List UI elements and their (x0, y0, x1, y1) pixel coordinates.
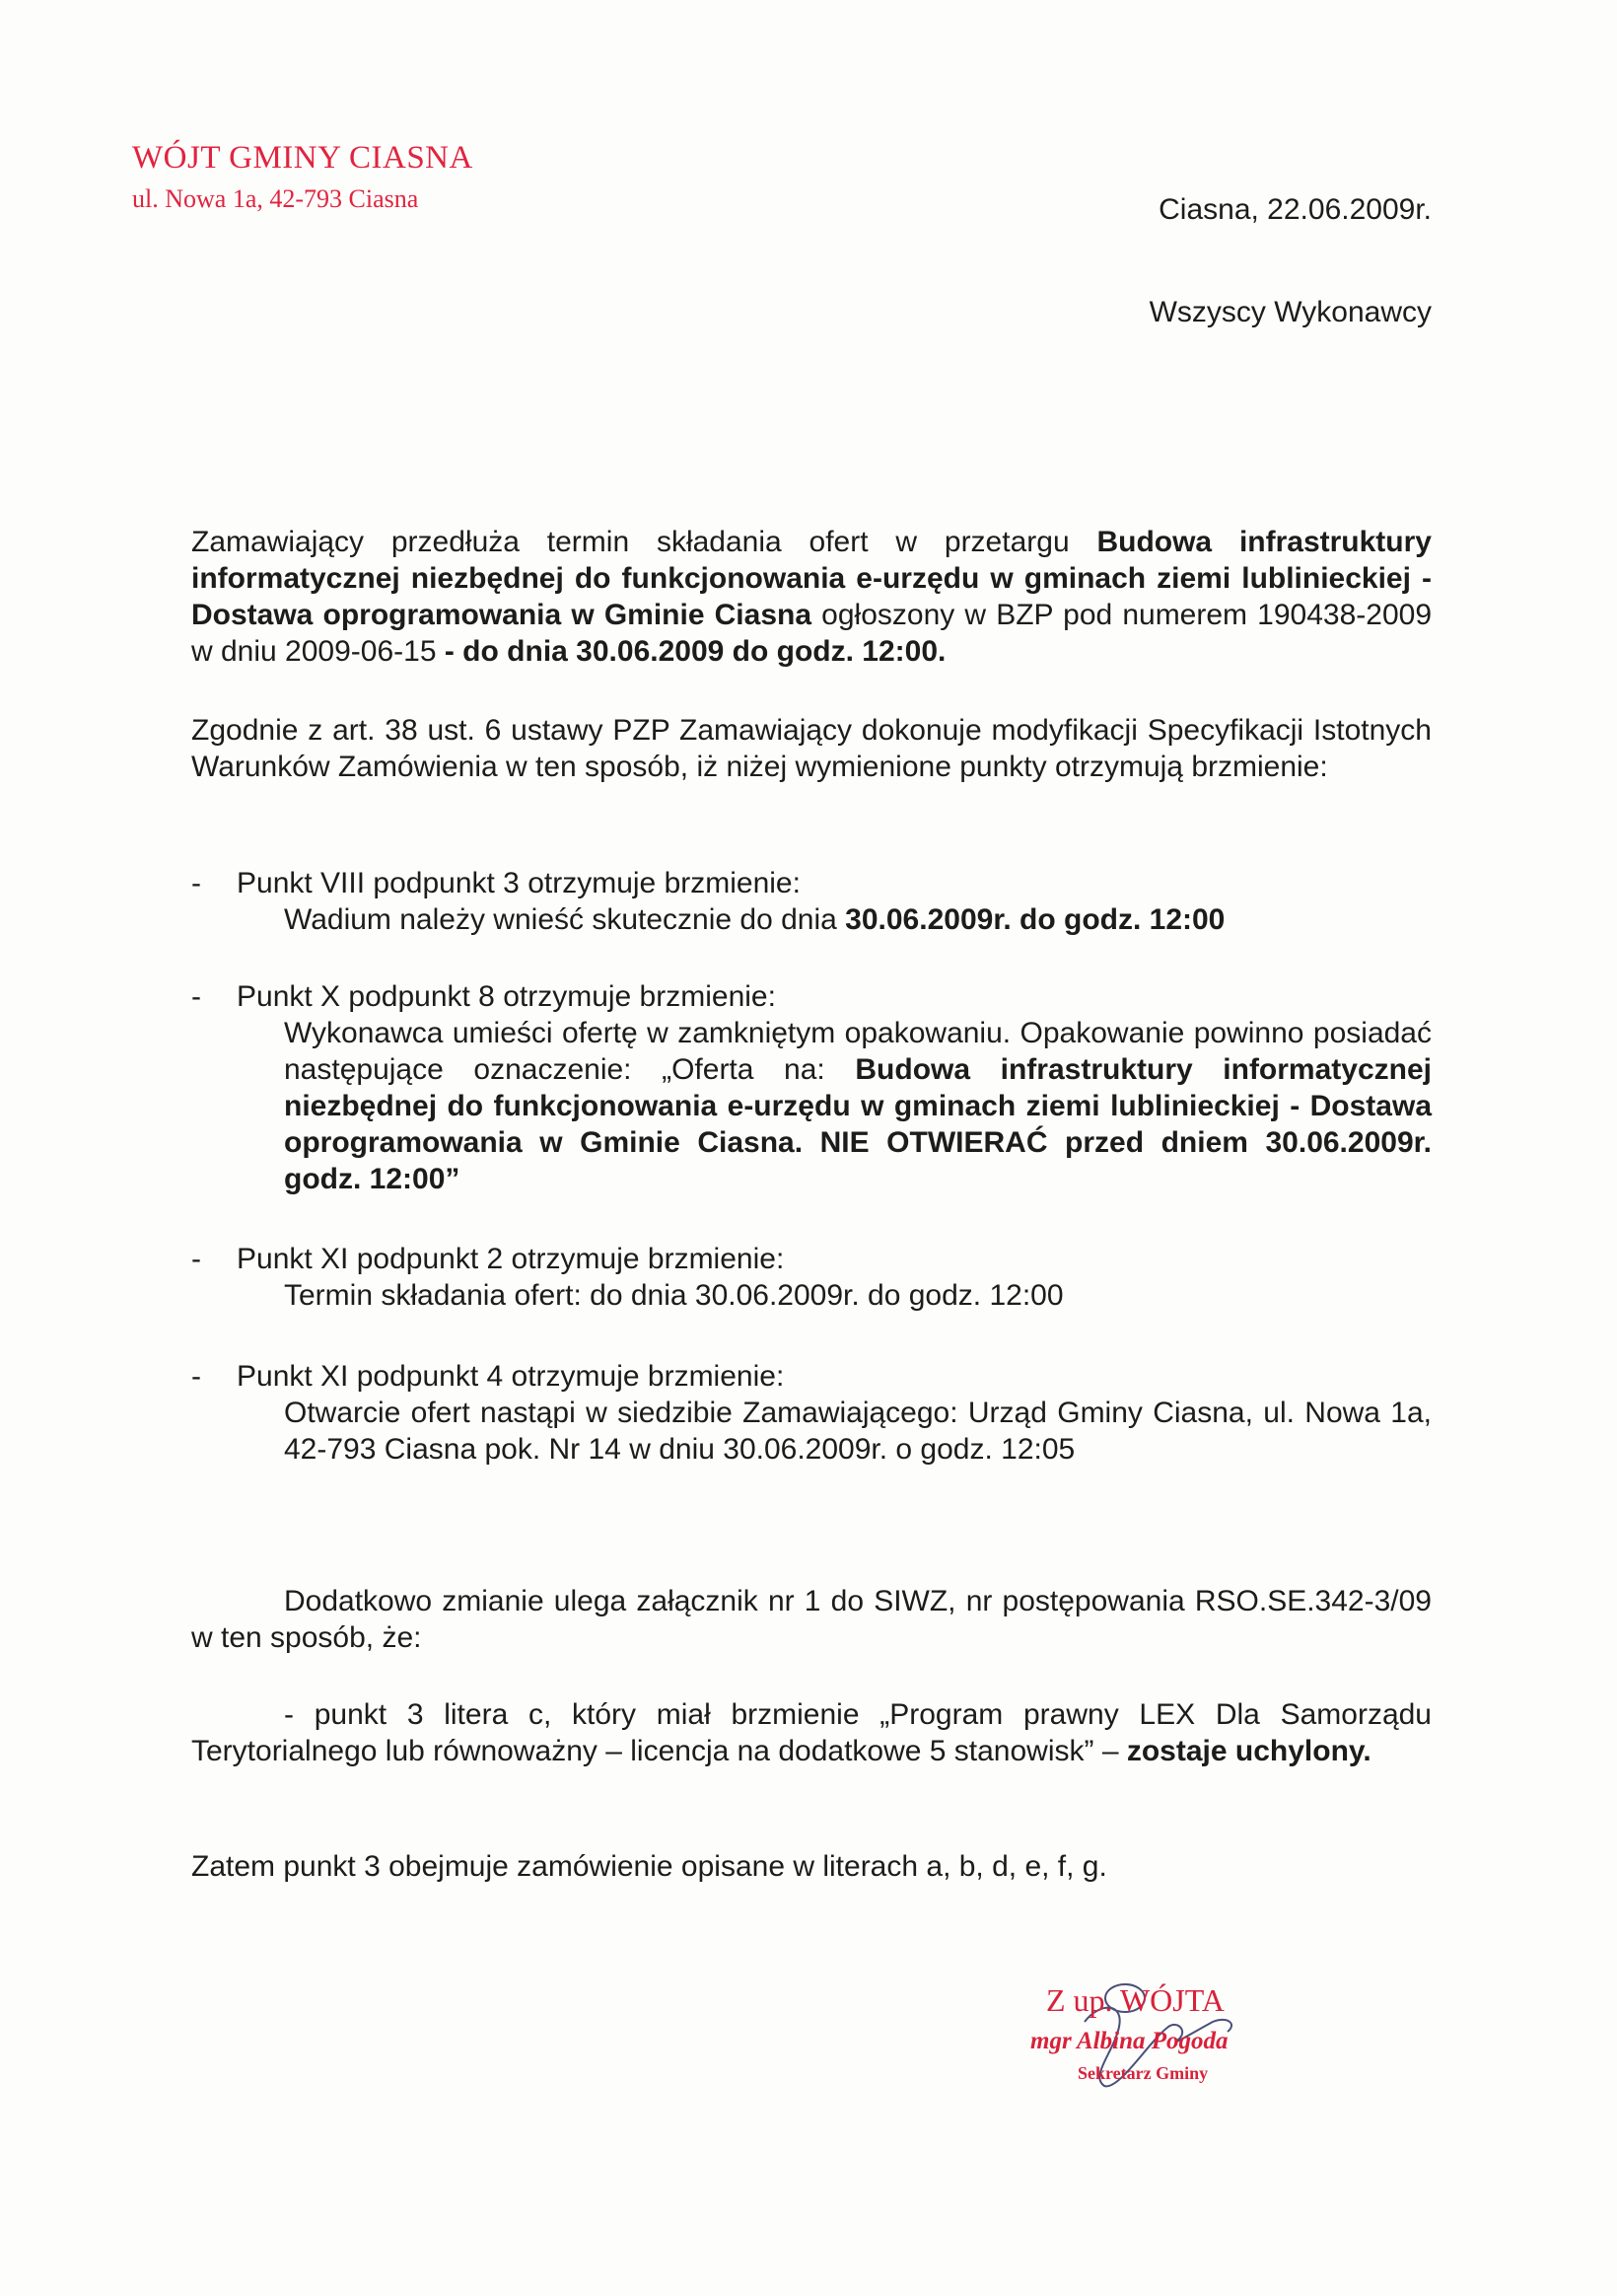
list-item-text: Wykonawca umieści ofertę w zamkniętym opakowaniu. Opakowanie powinno posiadać następujące oznaczenie: „Oferta na: (284, 1017, 1432, 1086)
p1-new-deadline: - do dnia 30.06.2009 do godz. 12:00. (444, 635, 947, 668)
p4-text: - punkt 3 litera c, który miał brzmienie „Program prawny LEX Dla Samorządu Terytorialnego lub równoważny – licencja na dodatkowe 5 stanowisk” – (191, 1698, 1432, 1767)
list-dash: - (191, 1360, 201, 1393)
list-item-heading: Punkt VIII podpunkt 3 otrzymuje brzmienie: (237, 867, 801, 899)
p1-tender-title: Budowa infrastruktury informatycznej niezbędnej do funkcjonowania e-urzędu w gminach ziemi lublinieckiej - Dostawa oprogramowania w Gminie Ciasna (191, 526, 1432, 631)
list-dash: - (191, 867, 201, 899)
list-item-bold: Budowa infrastruktury informatycznej niezbędnej do funkcjonowania e-urzędu w gminach ziemi lublinieckiej - Dostawa oprogramowania w Gminie Ciasna. NIE OTWIERAĆ przed dniem 30.06.2009r. godz. 12:00” (284, 1053, 1432, 1195)
letter-date: Ciasna, 22.06.2009r. (1159, 193, 1432, 226)
list-dash: - (191, 980, 201, 1013)
list-item-body (284, 1277, 1432, 1314)
office-stamp-address: ul. Nowa 1a, 42-793 Ciasna (132, 184, 419, 213)
paragraph-siwz-modification: Zgodnie z art. 38 ust. 6 ustawy PZP Zamawiający dokonuje modyfikacji Specyfikacji Istotnych Warunków Zamówienia w ten sposób, iż niżej wymienione punkty otrzymują brzmienie: (191, 714, 1432, 783)
list-item-point-x (191, 978, 1432, 1197)
recipient: Wszyscy Wykonawcy (1149, 296, 1432, 328)
list-item-body (284, 1015, 1432, 1197)
paragraph-deadline-extension (191, 524, 1432, 670)
list-item-heading: Punkt X podpunkt 8 otrzymuje brzmienie: (237, 980, 776, 1013)
list-item-heading: Punkt XI podpunkt 2 otrzymuje brzmienie: (237, 1243, 785, 1275)
list-item-point-xi-2 (191, 1241, 1432, 1314)
list-item-body (284, 901, 1432, 938)
list-item-point-viii (191, 865, 1432, 938)
list-item-heading: Punkt XI podpunkt 4 otrzymuje brzmienie: (237, 1360, 785, 1393)
paragraph-point-3c (191, 1696, 1432, 1769)
signature-line-1: Z up. WÓJTA (1046, 1982, 1225, 2018)
list-item-text: Otwarcie ofert nastąpi w siedzibie Zamawiającego: Urząd Gminy Ciasna, ul. Nowa 1a, 42-793 Ciasna pok. Nr 14 w dniu 30.06.2009r. o godz. 12:05 (284, 1397, 1432, 1466)
list-dash: - (191, 1243, 201, 1275)
p4-repealed: zostaje uchylony. (1126, 1735, 1371, 1767)
list-item-text: Wadium należy wnieść skutecznie do dnia (284, 903, 846, 936)
paragraph-attachment-change: Dodatkowo zmianie ulega załącznik nr 1 do SIWZ, nr postępowania RSO.SE.342-3/09 w ten sposób, że: (191, 1585, 1432, 1654)
p1-text-1: Zamawiający przedłuża termin składania ofert w przetargu (191, 526, 1097, 558)
paragraph-summary: Zatem punkt 3 obejmuje zamówienie opisane w literach a, b, d, e, f, g. (191, 1850, 1107, 1883)
signature-role: Sekretarz Gminy (1078, 2063, 1209, 2083)
p1-text-2: ogłoszony w BZP pod numerem 190438-2009 w dniu 2009-06-15 (191, 599, 1433, 668)
signature-name: mgr Albina Pogoda (1030, 2028, 1229, 2054)
list-item-point-xi-4 (191, 1358, 1432, 1468)
office-stamp-title: WÓJT GMINY CIASNA (132, 140, 473, 176)
list-item-bold: 30.06.2009r. do godz. 12:00 (845, 903, 1226, 936)
list-item-text: Termin składania ofert: do dnia 30.06.2009r. do godz. 12:00 (284, 1279, 1064, 1312)
list-item-body (284, 1395, 1432, 1468)
signature-stamp (1030, 1982, 1287, 2101)
